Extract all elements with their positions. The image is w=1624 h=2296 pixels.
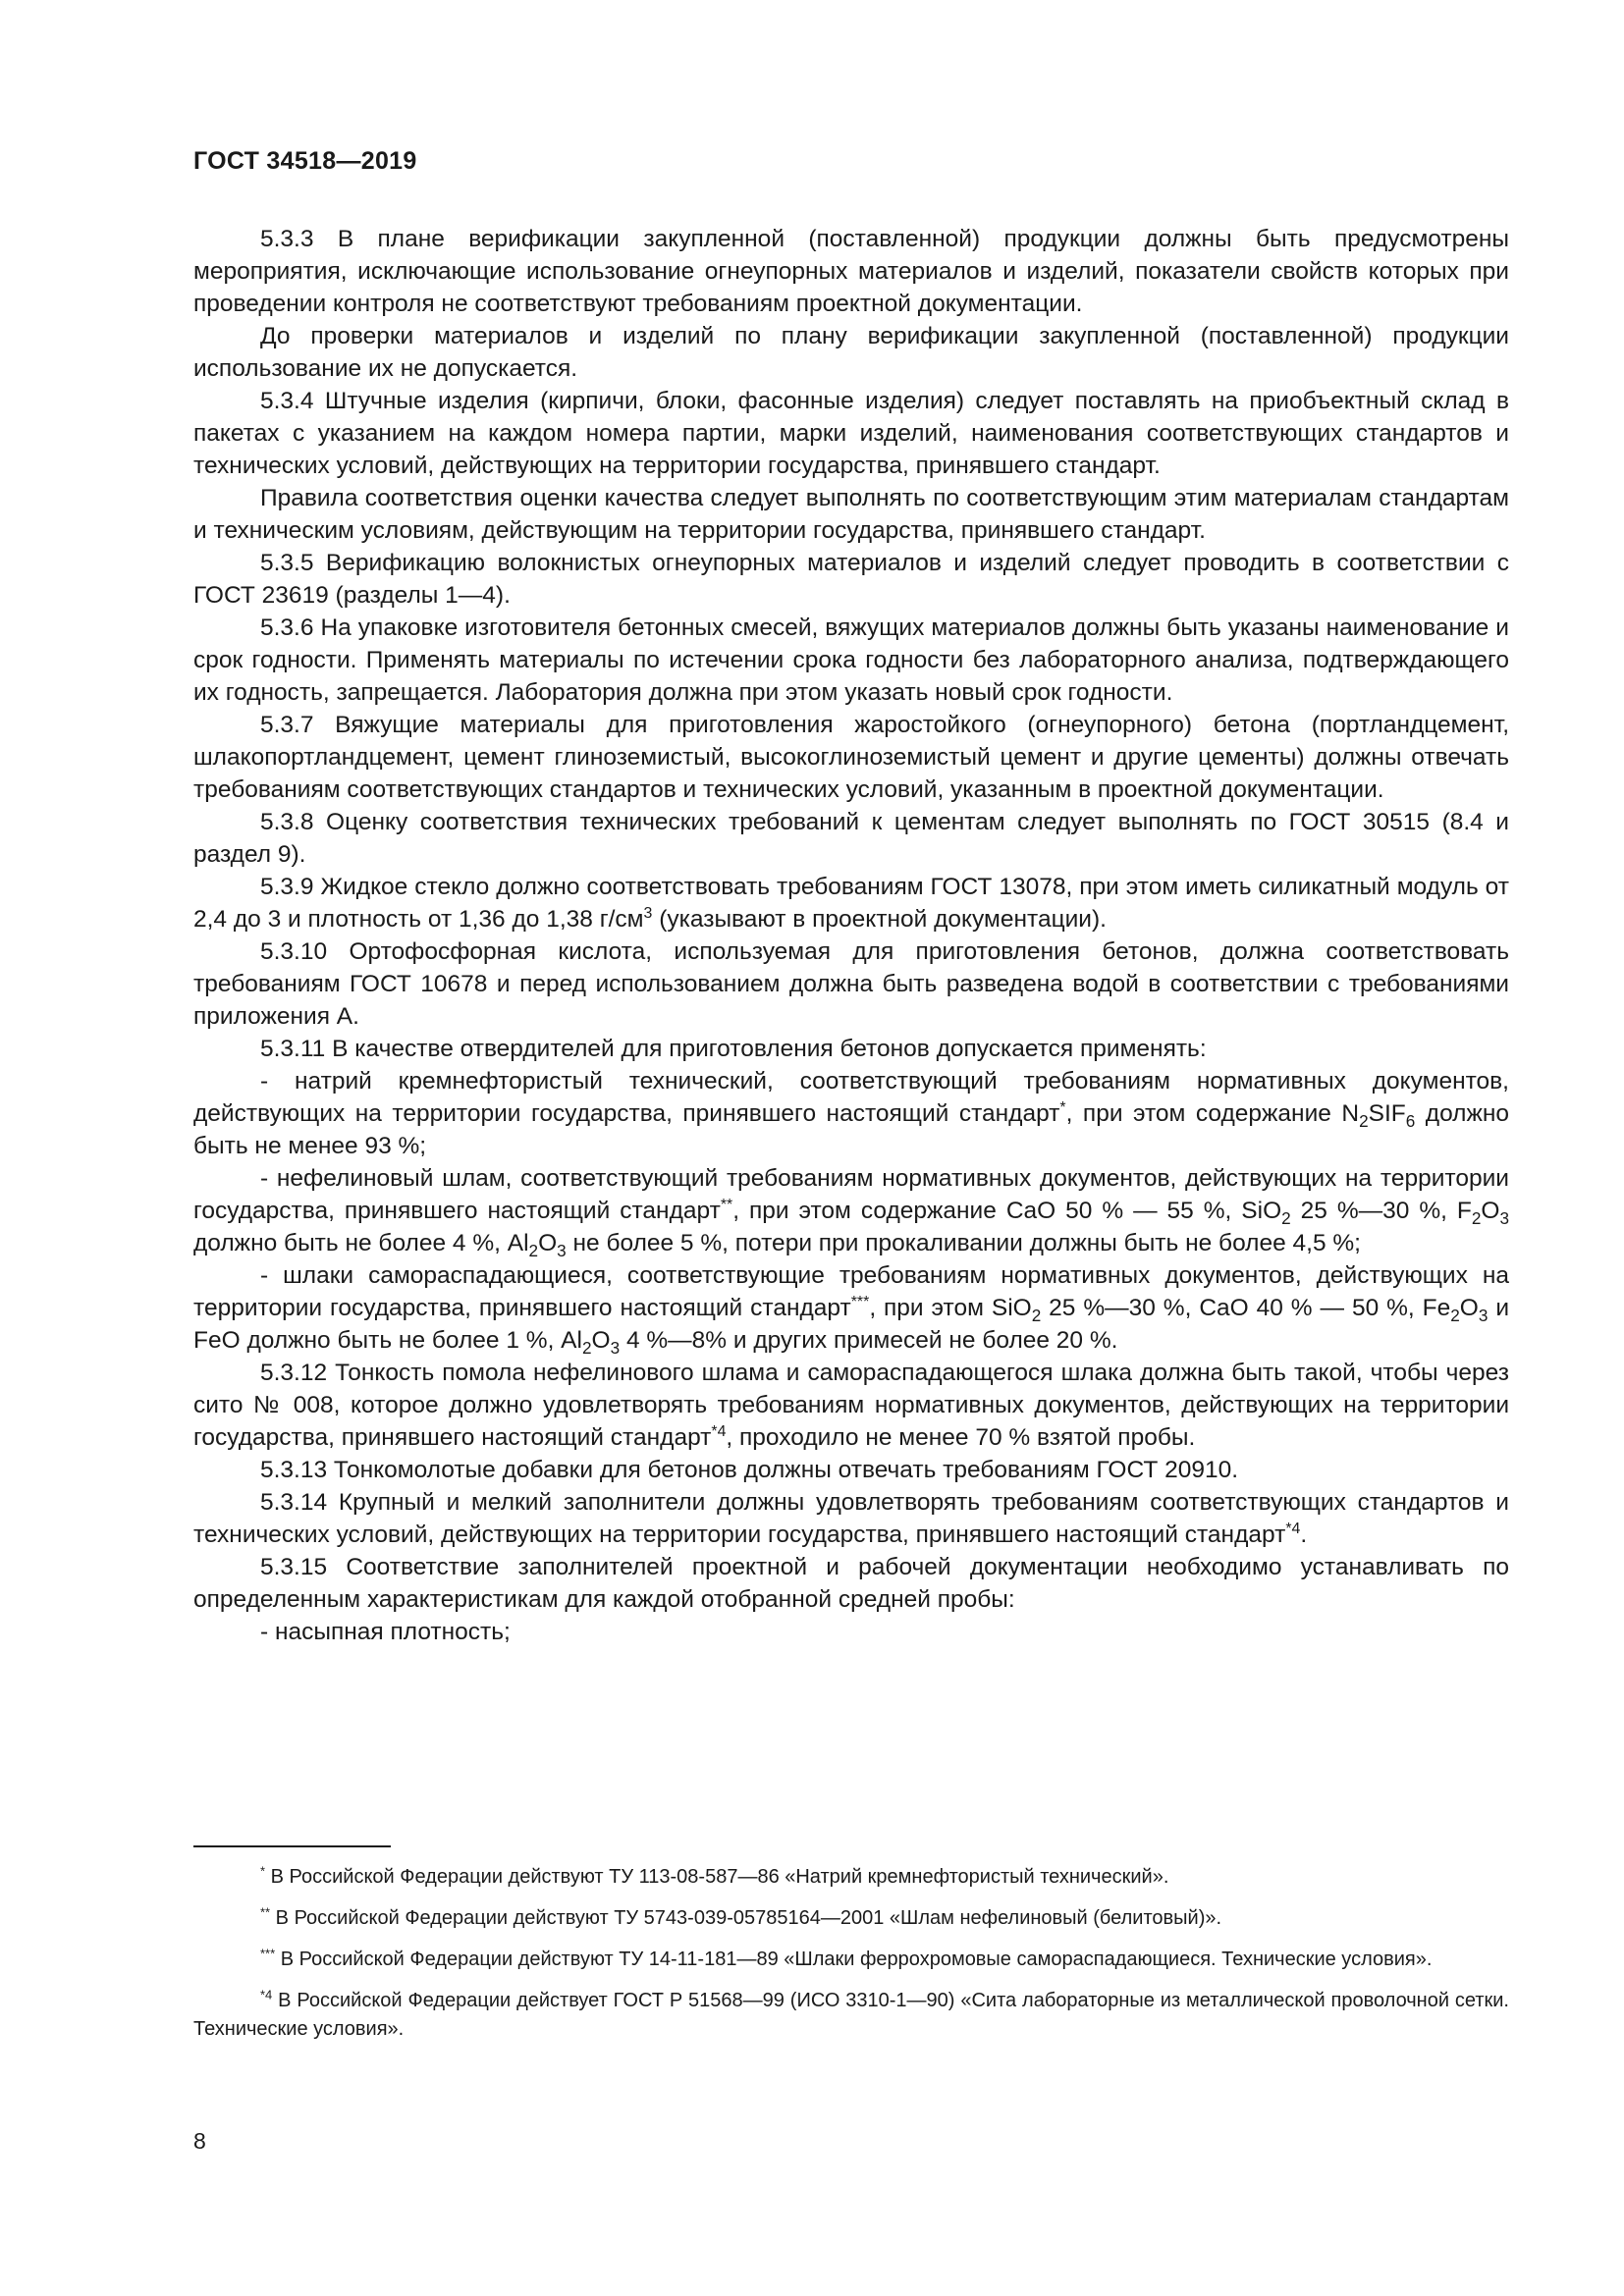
footnote-mark: ** (260, 1904, 271, 1920)
paragraph-5-3-12: 5.3.12 Тонкость помола нефелинового шлама и самораспадающегося шлака должна быть такой, чтобы через сито № 008, которое должно удовлетворять требованиям нормативных документов, действующих на территории государства, принявшего настоящий стандарт$^{*4}$, проходило не менее 70 % взятой пробы. (193, 1360, 1509, 1451)
paragraph-5-3-4: 5.3.4 Штучные изделия (кирпичи, блоки, фасонные изделия) следует поставлять на приобъектный склад в пакетах с указанием на каждом номера партии, марки изделий, наименования соответствующих стандартов и технических условий, действующих на территории государства, принявшего стандарт. (193, 388, 1509, 479)
footnote-ref: *4 (1285, 1520, 1301, 1537)
paragraph-5-3-9: 5.3.9 Жидкое стекло должно соответствовать требованиям ГОСТ 13078, при этом иметь силикатный модуль от 2,4 до 3 и плотность от 1,36 до 1,38 $г/см^3$ (указывают в проектной документации). (193, 874, 1509, 933)
footnote-ref: *** (850, 1293, 870, 1310)
list-item-bulk-density: - насыпная плотность; (260, 1619, 511, 1645)
list-item-sodium-fluorosilicate: - натрий кремнефтористый технический, соответствующий требованиям нормативных документов, действующих на территории государства, принявшего настоящий стандарт*, при этом содержание $N_2SIF_6$ должно быть не менее 93 %; (193, 1068, 1510, 1159)
paragraph-5-3-3: 5.3.3 В плане верификации закупленной (поставленной) продукции должны быть предусмотрены мероприятия, исключающие использование огнеупорных материалов и изделий, показатели свойств которых при проведении контроля не соответствуют требованиям проектной документации. (193, 226, 1509, 317)
paragraph-5-3-10: 5.3.10 Ортофосфорная кислота, используемая для приготовления бетонов, должна соответствовать требованиям ГОСТ 10678 и перед использованием должна быть разведена водой в соответствии с требованиями приложения А. (193, 938, 1509, 1030)
document-header: ГОСТ 34518—2019 (193, 147, 417, 175)
paragraph-5-3-11: 5.3.11 В качестве отвердителей для приготовления бетонов допускается применять: (260, 1036, 1207, 1062)
paragraph-5-3-6: 5.3.6 На упаковке изготовителя бетонных смесей, вяжущих материалов должны быть указаны наименование и срок годности. Применять материалы по истечении срока годности без лабораторного анализа, подтверждающего их годность, запрещается. Лаборатория должна при этом указать новый срок годности. (193, 614, 1509, 706)
footnote-mark: *** (260, 1946, 276, 1961)
footnote-mark: *4 (260, 1987, 273, 2002)
footnote: ** В Российской Федерации действуют ТУ 5743-039-05785164—2001 «Шлам нефелиновый (белитовый)». (260, 1904, 1222, 1929)
footnote-ref: ** (720, 1196, 733, 1213)
paragraph-5-3-8: 5.3.8 Оценку соответствия технических требований к цементам следует выполнять по ГОСТ 30515 (8.4 и раздел 9). (193, 809, 1509, 868)
footnote: * В Российской Федерации действуют ТУ 113-08-587—86 «Натрий кремнефтористый технический». (260, 1863, 1169, 1888)
paragraph-5-3-7: 5.3.7 Вяжущие материалы для приготовления жаростойкого (огнеупорного) бетона (портландцемент, шлакопортландцемент, цемент глиноземистый, высокоглиноземистый цемент и другие цементы) должны отвечать требованиям соответствующих стандартов и технических условий, указанным в проектной документации. (193, 712, 1509, 803)
paragraph: Правила соответствия оценки качества следует выполнять по соответствующим этим материалам стандартам и техническим условиям, действующим на территории государства, принявшего стандарт. (193, 485, 1509, 544)
list-item-nepheline-sludge: - нефелиновый шлам, соответствующий требованиям нормативных документов, действующих на территории государства, принявшего настоящий стандарт**, при этом содержание CaO 50 % — 55 %, SiO$_2$ 25 %—30 %, $F_2O_3$ должно быть не более 4 %, $Al_2O_3$ не более 5 %, потери при прокаливании должны быть не более 4,5 %; (193, 1165, 1510, 1260)
paragraph: До проверки материалов и изделий по плану верификации закупленной (поставленной) продукции использование их не допускается. (193, 323, 1509, 382)
page-number: 8 (193, 2128, 206, 2154)
paragraph-5-3-13: 5.3.13 Тонкомолотые добавки для бетонов должны отвечать требованиям ГОСТ 20910. (260, 1457, 1239, 1483)
footnote-ref: *4 (711, 1422, 727, 1440)
paragraph-5-3-14: 5.3.14 Крупный и мелкий заполнители должны удовлетворять требованиям соответствующих стандартов и технических условий, действующих на территории государства, принявшего настоящий стандарт$^{*4}$. (193, 1489, 1509, 1548)
paragraph-5-3-15: 5.3.15 Соответствие заполнителей проектной и рабочей документации необходимо устанавливать по определенным характеристикам для каждой отобранной средней пробы: (193, 1554, 1509, 1613)
footnote: $^{*4}$ В Российской Федерации действует ГОСТ Р 51568—99 (ИСО 3310-1—90) «Сита лабораторные из металлической проволочной сетки. Технические условия». (193, 1987, 1509, 2040)
list-item-self-disintegrating-slag: - шлаки самораспадающиеся, соответствующие требованиям нормативных документов, действующих на территории государства, принявшего настоящий стандарт***, при этом SiO$_2$ 25 %—30 %, CaO 40 % — 50 %, $Fe_2O_3$ и FeO должно быть не более 1 %, $Al_2O_3$ 4 %—8% и других примесей не более 20 %. (193, 1262, 1510, 1358)
footnotes (193, 1863, 1509, 2056)
footnote-mark: * (260, 1863, 266, 1879)
paragraph-5-3-5: 5.3.5 Верификацию волокнистых огнеупорных материалов и изделий следует проводить в соответствии с ГОСТ 23619 (разделы 1—4). (193, 550, 1509, 609)
footnote-separator (193, 1845, 391, 1847)
body-text (193, 223, 1509, 1648)
footnote: *** В Российской Федерации действуют ТУ 14-11-181—89 «Шлаки феррохромовые самораспадающиеся. Технические условия». (260, 1946, 1433, 1970)
footnote-ref: * (1059, 1098, 1066, 1116)
